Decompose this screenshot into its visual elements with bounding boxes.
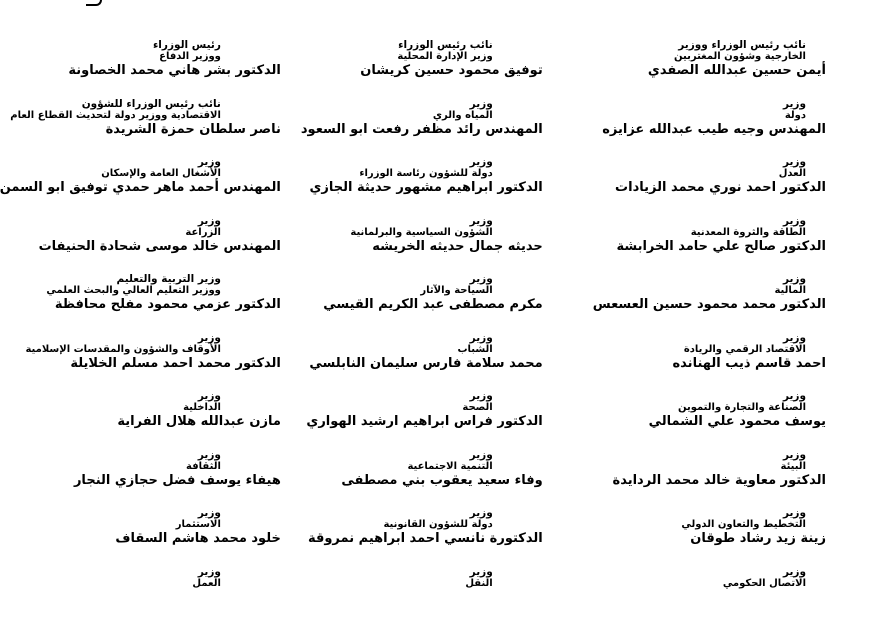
minister-portfolio: الخارجية وشؤون المغتربين — [593, 51, 826, 62]
minister-entry — [593, 508, 826, 567]
minister-entry — [301, 333, 583, 392]
minister-entry — [0, 40, 291, 99]
minister-entry — [593, 391, 826, 450]
minister-portfolio: البيئة — [593, 461, 826, 472]
minister-role: وزير — [301, 274, 583, 285]
minister-role: وزير — [593, 450, 826, 461]
minister-entry — [593, 274, 826, 333]
minister-role: وزير — [301, 391, 583, 402]
minister-role: وزير — [593, 567, 826, 578]
minister-role: وزير — [0, 567, 291, 578]
minister-portfolio: العدل — [593, 168, 826, 179]
minister-role: وزير — [593, 333, 826, 344]
minister-name: المهندس أحمد ماهر حمدي توفيق ابو السمن — [0, 180, 291, 196]
minister-role: رئيس الوزراء — [0, 40, 291, 51]
minister-role: وزير — [593, 216, 826, 227]
minister-role: وزير — [0, 508, 291, 519]
minister-portfolio: دولة للشؤون رئاسة الوزراء — [301, 168, 583, 179]
minister-name: الدكتور معاوية خالد محمد الردايدة — [593, 473, 826, 489]
minister-entry — [0, 567, 291, 625]
minister-portfolio: الشباب — [301, 344, 583, 355]
minister-portfolio: العمل — [0, 578, 291, 589]
minister-portfolio: ووزير التعليم العالي والبحث العلمي — [0, 285, 291, 296]
minister-name: الدكتور بشر هاني محمد الخصاونة — [0, 63, 291, 79]
minister-entry — [301, 157, 583, 216]
minister-role: وزير — [301, 508, 583, 519]
minister-name: احمد قاسم ذيب الهنانده — [593, 356, 826, 372]
minister-role: وزير — [301, 333, 583, 344]
minister-name: مكرم مصطفى عبد الكريم القيسي — [301, 297, 583, 313]
minister-name: الدكتورة نانسي احمد ابراهيم نمروقة — [301, 531, 583, 547]
minister-name: الدكتور فراس ابراهيم ارشيد الهواري — [301, 414, 583, 430]
minister-portfolio: وزير الإدارة المحلية — [301, 51, 583, 62]
minister-portfolio: الطاقة والثروة المعدنية — [593, 227, 826, 238]
minister-name: الدكتور صالح علي حامد الخرابشة — [593, 239, 826, 255]
minister-name: الدكتور ابراهيم مشهور حديثة الجازي — [301, 180, 583, 196]
minister-role: وزير — [593, 508, 826, 519]
minister-portfolio: المالية — [593, 285, 826, 296]
minister-entry — [0, 99, 291, 158]
minister-role: وزير — [593, 157, 826, 168]
minister-role: وزير التربية والتعليم — [0, 274, 291, 285]
minister-portfolio: الداخلية — [0, 402, 291, 413]
minister-role: وزير — [0, 391, 291, 402]
minister-role: وزير — [301, 99, 583, 110]
minister-name: وفاء سعيد يعقوب بني مصطفى — [301, 473, 583, 489]
minister-portfolio: دولة — [593, 110, 826, 121]
minister-role: وزير — [593, 99, 826, 110]
minister-role: وزير — [301, 157, 583, 168]
minister-portfolio: الاقتصادية ووزير دولة لتحديث القطاع العام — [0, 110, 291, 121]
minister-portfolio: الزراعة — [0, 227, 291, 238]
minister-entry — [301, 450, 583, 509]
corner-mark — [86, 0, 102, 6]
minister-role: وزير — [0, 450, 291, 461]
minister-portfolio: الاستثمار — [0, 519, 291, 530]
minister-role: وزير — [301, 450, 583, 461]
minister-portfolio: السياحة والآثار — [301, 285, 583, 296]
minister-name: خلود محمد هاشم السقاف — [0, 531, 291, 547]
minister-portfolio: الصناعة والتجارة والتموين — [593, 402, 826, 413]
minister-name: المهندس رائد مظفر رفعت ابو السعود — [301, 122, 583, 138]
minister-role: وزير — [593, 274, 826, 285]
minister-name: يوسف محمود علي الشمالي — [593, 414, 826, 430]
minister-portfolio: الأشغال العامة والإسكان — [0, 168, 291, 179]
minister-entry — [593, 567, 826, 625]
minister-role: نائب رئيس الوزراء للشؤون — [0, 99, 291, 110]
minister-name: الدكتور احمد نوري محمد الزيادات — [593, 180, 826, 196]
minister-portfolio: الاتصال الحكومي — [593, 578, 826, 589]
minister-name: حديثه جمال حديثه الخريشه — [301, 239, 583, 255]
minister-portfolio: الصحة — [301, 402, 583, 413]
minister-role: وزير — [0, 333, 291, 344]
minister-name: محمد سلامة فارس سليمان النابلسي — [301, 356, 583, 372]
minister-role: وزير — [301, 567, 583, 578]
minister-entry — [593, 216, 826, 275]
minister-portfolio: الأوقاف والشؤون والمقدسات الإسلامية — [0, 344, 291, 355]
minister-entry — [301, 216, 583, 275]
minister-portfolio: الاقتصاد الرقمي والريادة — [593, 344, 826, 355]
minister-entry — [593, 450, 826, 509]
minister-portfolio: ووزير الدفاع — [0, 51, 291, 62]
minister-entry — [0, 274, 291, 333]
minister-name: الدكتور محمد محمود حسين العسعس — [593, 297, 826, 313]
minister-portfolio: النقل — [301, 578, 583, 589]
minister-entry — [0, 216, 291, 275]
cabinet-grid — [46, 40, 826, 625]
minister-portfolio: المياه والري — [301, 110, 583, 121]
minister-entry — [0, 333, 291, 392]
minister-entry — [301, 391, 583, 450]
minister-name: مازن عبدالله هلال الفراية — [0, 414, 291, 430]
minister-entry — [301, 40, 583, 99]
minister-entry — [301, 567, 583, 625]
minister-role: وزير — [0, 157, 291, 168]
minister-entry — [0, 450, 291, 509]
minister-entry — [0, 157, 291, 216]
minister-portfolio: دولة للشؤون القانونية — [301, 519, 583, 530]
minister-portfolio: الشؤون السياسية والبرلمانية — [301, 227, 583, 238]
minister-name: توفيق محمود حسين كريشان — [301, 63, 583, 79]
minister-name: هيفاء يوسف فضل حجازي النجار — [0, 473, 291, 489]
minister-name: الدكتور عزمي محمود مفلح محافظة — [0, 297, 291, 313]
minister-portfolio: التنمية الاجتماعية — [301, 461, 583, 472]
minister-name: المهندس خالد موسى شحادة الحنيفات — [0, 239, 291, 255]
minister-entry — [593, 99, 826, 158]
minister-entry — [301, 99, 583, 158]
minister-entry — [301, 508, 583, 567]
minister-role: وزير — [593, 391, 826, 402]
minister-portfolio: التخطيط والتعاون الدولي — [593, 519, 826, 530]
minister-name: زينة زيد رشاد طوقان — [593, 531, 826, 547]
minister-name: الدكتور محمد احمد مسلم الخلايلة — [0, 356, 291, 372]
minister-role: وزير — [301, 216, 583, 227]
minister-entry — [0, 391, 291, 450]
minister-entry — [593, 40, 826, 99]
minister-name: ناصر سلطان حمزة الشريدة — [0, 122, 291, 138]
minister-name: أيمن حسين عبدالله الصفدي — [593, 63, 826, 79]
minister-role: وزير — [0, 216, 291, 227]
minister-entry — [0, 508, 291, 567]
minister-entry — [301, 274, 583, 333]
minister-portfolio: الثقافة — [0, 461, 291, 472]
minister-entry — [593, 333, 826, 392]
minister-role: نائب رئيس الوزراء ووزير — [593, 40, 826, 51]
minister-entry — [593, 157, 826, 216]
minister-role: نائب رئيس الوزراء — [301, 40, 583, 51]
minister-name: المهندس وجيه طيب عبدالله عزايزه — [593, 122, 826, 138]
cabinet-list-page — [20, 0, 870, 580]
